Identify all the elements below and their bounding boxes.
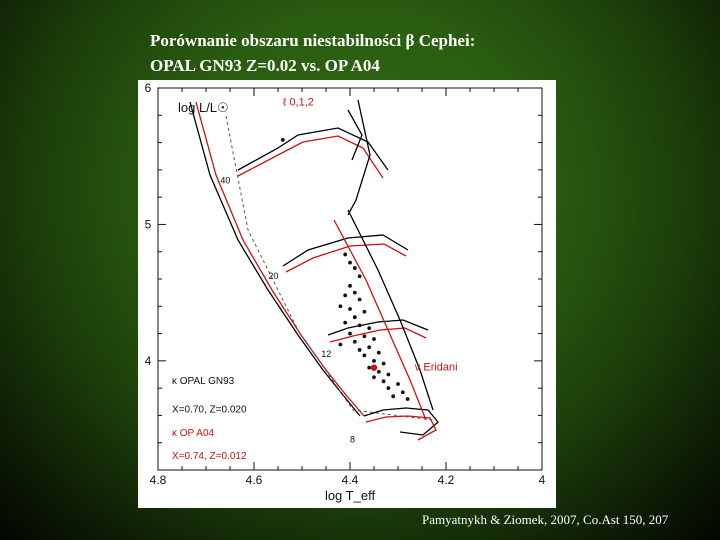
star-point (358, 323, 362, 327)
y-tick-label: 4 (144, 353, 152, 368)
slide-title-line-2: OPAL GN93 Z=0.02 vs. OP A04 (150, 56, 380, 75)
star-point (372, 337, 376, 341)
track-8-opal (364, 408, 438, 435)
star-label: ν Eridani (414, 361, 458, 374)
legend-op-composition: X=0.74, Z=0.012 (172, 451, 247, 463)
star-point (358, 298, 362, 302)
star-point (348, 307, 352, 311)
legend-op: κ OP A04 (172, 427, 215, 439)
star-point (367, 326, 371, 330)
citation: Pamyatnykh & Ziomek, 2007, Co.Ast 150, 207 (422, 512, 669, 527)
slide-title (150, 28, 475, 78)
star-point (358, 274, 362, 278)
star-point (396, 382, 400, 386)
x-tick-label: 4.2 (437, 473, 455, 487)
legend-opal-composition: X=0.70, Z=0.020 (172, 404, 247, 416)
star-point (406, 397, 410, 401)
star-point (343, 293, 347, 297)
star-point (367, 366, 371, 370)
strip-edge-op (334, 220, 426, 420)
mass-label-40: 40 (220, 175, 231, 186)
star-point (382, 379, 386, 383)
track-20-opal (283, 235, 408, 266)
y-tick-label: 5 (144, 217, 152, 232)
star-point (367, 345, 371, 349)
slide-title-line-1: Porównanie obszaru niestabilności β Cephei: (150, 31, 476, 50)
upper-hook-opal (348, 100, 370, 215)
mass-label-8: 8 (350, 434, 356, 445)
star-point (387, 373, 391, 377)
nu-eridani-point (371, 364, 377, 370)
x-tick-label: 4 (538, 473, 546, 487)
star-point (353, 291, 357, 295)
star-point (353, 340, 357, 344)
star-point (363, 334, 367, 338)
star-point (377, 351, 381, 355)
star-point (348, 284, 352, 288)
star-point (401, 390, 405, 394)
upper-hook-2-opal (348, 110, 362, 160)
star-point (353, 315, 357, 319)
hr-diagram-svg (138, 80, 556, 508)
track-12-opal (328, 320, 428, 335)
track-12-op (330, 328, 426, 342)
star-point (348, 332, 352, 336)
star-point (372, 359, 376, 363)
star-point (343, 253, 347, 257)
mass-label-12: 12 (321, 348, 332, 359)
star-point (391, 394, 395, 398)
star-point (363, 354, 367, 358)
x-tick-label: 4.4 (341, 473, 359, 487)
star-point (353, 266, 357, 270)
mass-label-20: 20 (268, 271, 279, 281)
y-tick-label: 6 (144, 81, 152, 95)
star-point (372, 375, 376, 379)
star-point (348, 261, 352, 265)
degree-label: ℓ 0,1,2 (282, 96, 314, 109)
x-tick-label: 4.8 (149, 473, 167, 487)
star-point (339, 343, 343, 347)
star-point (387, 386, 391, 390)
hr-diagram-figure (138, 80, 556, 508)
star-point (377, 370, 381, 374)
star-point (382, 362, 386, 366)
y-axis-label: log L/L☉ (178, 100, 229, 115)
star-point (339, 304, 343, 308)
star-point (358, 348, 362, 352)
star-point (343, 321, 347, 325)
track-40-op (238, 136, 383, 178)
track-20-op (286, 244, 406, 272)
x-axis-label: log T_eff (324, 488, 376, 503)
zams-op (196, 102, 364, 416)
star-point (363, 310, 367, 314)
star-point (281, 138, 285, 142)
x-tick-label: 4.6 (245, 473, 263, 487)
legend-opal: κ OPAL GN93 (172, 376, 235, 388)
